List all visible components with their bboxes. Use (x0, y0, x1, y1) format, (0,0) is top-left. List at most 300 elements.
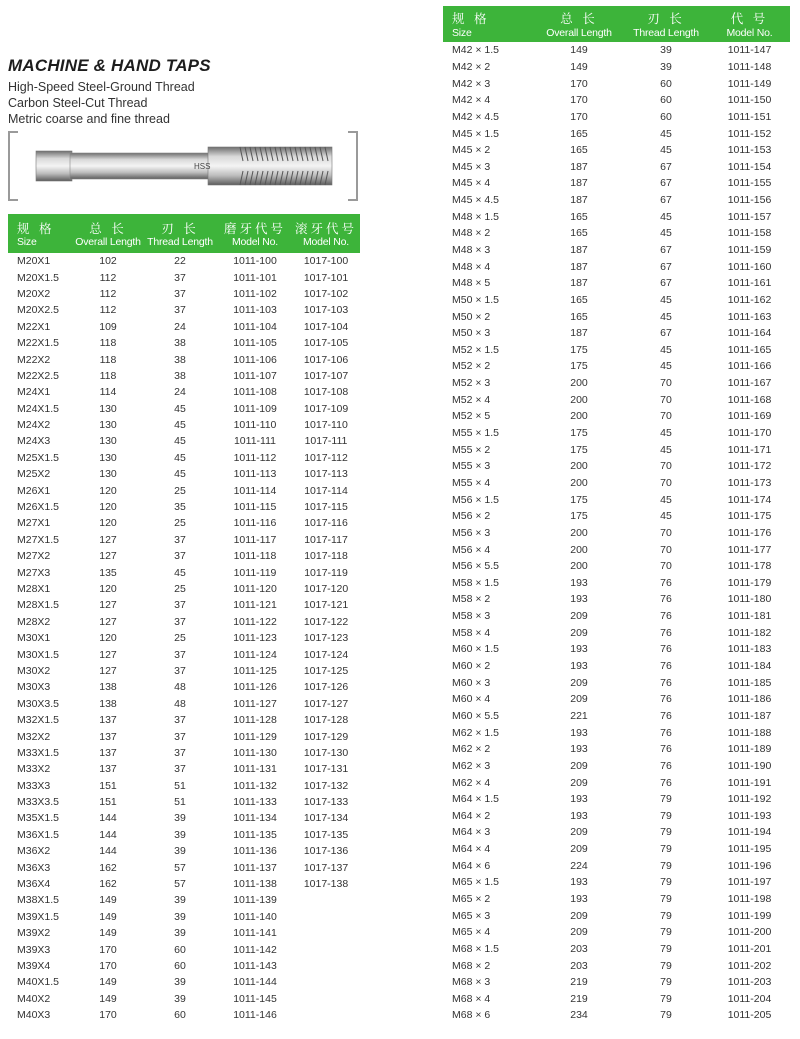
rolled-model-cell: 1017-106 (303, 353, 349, 366)
size-cell: M68 × 3 (452, 976, 491, 989)
thread-length-cell: 67 (660, 260, 672, 273)
ground-model-cell: 1011-114 (233, 484, 277, 497)
thread-length-cell: 45 (660, 227, 672, 240)
thread-length-cell: 25 (174, 484, 186, 497)
overall-length-cell: 130 (99, 468, 117, 481)
overall-length-cell: 170 (570, 94, 588, 107)
ground-model-cell: 1011-129 (233, 730, 277, 743)
rolled-model-cell (292, 941, 360, 957)
thread-length-cell: 37 (174, 615, 186, 628)
size-cell: M56 × 1.5 (452, 493, 499, 506)
size-cell: M42 × 4.5 (452, 110, 499, 123)
ground-model-cell: 1011-127 (233, 697, 277, 710)
size-cell: M45 × 2 (452, 144, 491, 157)
right-taps-table (443, 6, 790, 1024)
overall-length-cell: 127 (99, 599, 117, 612)
table-row (443, 75, 790, 92)
thread-length-cell: 48 (174, 681, 186, 694)
overall-length-cell: 162 (99, 878, 117, 891)
table-row (8, 466, 360, 482)
size-cell: M52 × 2 (452, 360, 491, 373)
overall-length-cell: 193 (570, 743, 588, 756)
thread-length-cell: 76 (660, 593, 672, 606)
ground-model-cell: 1011-139 (233, 894, 277, 907)
size-cell: M27X1 (17, 517, 51, 530)
overall-length-cell: 209 (570, 843, 588, 856)
model-cell: 1011-193 (727, 809, 772, 822)
thread-length-cell: 79 (660, 942, 672, 955)
thread-length-cell: 48 (174, 697, 186, 710)
overall-length-cell: 200 (570, 476, 588, 489)
rolled-model-cell: 1017-112 (304, 451, 348, 464)
ground-model-cell: 1011-116 (233, 517, 277, 530)
overall-length-cell: 175 (570, 443, 588, 456)
thread-length-cell: 37 (174, 550, 186, 563)
tap-marking: HSS (194, 162, 211, 171)
thread-length-cell: 35 (174, 501, 186, 514)
model-cell: 1011-166 (727, 360, 772, 373)
col-thread-length-header: 刃 长 Thread Length (142, 214, 218, 253)
overall-length-cell: 118 (99, 337, 117, 350)
table-row (8, 581, 360, 597)
table-row (443, 724, 790, 741)
left-table-header (8, 214, 360, 253)
table-row (443, 441, 790, 458)
table-row (8, 564, 360, 580)
table-row (8, 401, 360, 417)
model-cell: 1011-161 (727, 277, 772, 290)
rolled-model-cell: 1017-111 (304, 435, 348, 448)
table-row (443, 924, 790, 941)
right-table-header (443, 6, 790, 42)
ground-model-cell: 1011-123 (233, 632, 277, 645)
thread-length-cell: 45 (660, 427, 672, 440)
size-cell: M48 × 2 (452, 227, 491, 240)
thread-length-cell: 70 (660, 460, 672, 473)
overall-length-cell: 193 (570, 876, 588, 889)
overall-length-cell: 130 (99, 435, 117, 448)
ground-model-cell: 1011-141 (233, 927, 277, 940)
thread-length-cell: 39 (660, 60, 672, 73)
overall-length-cell: 165 (570, 127, 588, 140)
overall-length-cell: 175 (570, 360, 588, 373)
overall-length-cell: 137 (99, 746, 117, 759)
size-cell: M28X1 (17, 583, 51, 595)
thread-length-cell: 37 (174, 714, 186, 727)
model-cell: 1011-194 (727, 826, 772, 839)
tap-square-end (36, 151, 72, 181)
size-cell: M39X2 (17, 927, 51, 940)
size-cell: M65 × 3 (452, 909, 491, 922)
ground-model-cell: 1011-112 (233, 451, 277, 464)
overall-length-cell: 200 (570, 526, 588, 539)
model-cell: 1011-159 (727, 244, 772, 256)
size-cell: M42 × 3 (452, 77, 491, 90)
thread-length-cell: 39 (174, 828, 186, 841)
rolled-model-cell (292, 892, 360, 908)
thread-length-cell: 37 (174, 533, 186, 546)
size-cell: M64 × 3 (452, 826, 491, 839)
size-cell: M62 × 4 (452, 776, 491, 789)
thread-length-cell: 67 (660, 327, 672, 340)
size-cell: M60 × 2 (452, 660, 491, 673)
table-row (443, 491, 790, 508)
ground-model-cell: 1011-115 (233, 501, 277, 514)
size-cell: M27X1.5 (17, 533, 60, 546)
model-cell: 1011-157 (727, 210, 772, 223)
model-cell: 1011-173 (727, 476, 772, 489)
thread-length-cell: 67 (660, 244, 672, 256)
table-row (443, 1007, 790, 1024)
ground-model-cell: 1011-124 (233, 648, 277, 661)
table-row (8, 679, 360, 695)
model-cell: 1011-196 (727, 859, 772, 872)
table-row (8, 646, 360, 662)
table-row (443, 391, 790, 408)
rolled-model-cell: 1017-137 (303, 861, 349, 874)
size-cell: M56 × 3 (452, 526, 491, 539)
rolled-model-cell: 1017-118 (304, 550, 348, 563)
size-cell: M24X3 (17, 435, 51, 448)
tap-shank (70, 153, 210, 179)
table-row (443, 575, 790, 592)
rolled-model-cell: 1017-105 (303, 337, 349, 350)
size-cell: M52 × 5 (452, 410, 491, 423)
thread-length-cell: 39 (174, 894, 186, 907)
table-row (443, 275, 790, 292)
table-row (8, 941, 360, 957)
thread-length-cell: 79 (660, 909, 672, 922)
overall-length-cell: 112 (99, 271, 117, 284)
model-cell: 1011-181 (727, 610, 772, 623)
table-row (443, 791, 790, 808)
table-row (8, 925, 360, 941)
size-cell: M50 × 2 (452, 310, 491, 323)
thread-length-cell: 37 (174, 271, 186, 284)
size-cell: M36X3 (17, 861, 51, 874)
size-cell: M33X1.5 (17, 746, 60, 759)
thread-length-cell: 67 (660, 277, 672, 290)
model-cell: 1011-201 (727, 942, 772, 955)
model-cell: 1011-184 (727, 660, 772, 673)
overall-length-cell: 137 (99, 763, 117, 776)
table-row (443, 674, 790, 691)
size-cell: M40X1.5 (17, 976, 60, 989)
model-cell: 1011-183 (727, 643, 772, 656)
thread-length-cell: 45 (174, 435, 186, 448)
overall-length-cell: 149 (570, 60, 588, 73)
model-cell: 1011-176 (727, 526, 772, 539)
rolled-model-cell: 1017-113 (304, 468, 348, 481)
thread-length-cell: 60 (660, 110, 672, 123)
overall-length-cell: 175 (570, 510, 588, 523)
size-cell: M20X1 (17, 255, 51, 268)
size-cell: M65 × 1.5 (452, 876, 499, 889)
overall-length-cell: 203 (570, 959, 588, 972)
thread-length-cell: 76 (660, 709, 672, 722)
ground-model-cell: 1011-119 (233, 566, 277, 579)
overall-length-cell: 144 (99, 845, 117, 858)
ground-model-cell: 1011-118 (233, 550, 277, 563)
thread-length-cell: 79 (660, 793, 672, 806)
overall-length-cell: 112 (99, 287, 117, 300)
overall-length-cell: 130 (99, 402, 117, 415)
table-row (443, 741, 790, 758)
thread-length-cell: 79 (660, 843, 672, 856)
table-row (8, 892, 360, 908)
thread-length-cell: 39 (174, 910, 186, 923)
ground-model-cell: 1011-121 (233, 599, 277, 612)
model-cell: 1011-179 (727, 576, 772, 589)
size-cell: M22X1 (17, 320, 51, 333)
table-row (443, 525, 790, 542)
size-cell: M48 × 4 (452, 260, 491, 273)
thread-length-cell: 39 (174, 845, 186, 858)
overall-length-cell: 149 (99, 910, 117, 923)
thread-length-cell: 76 (660, 660, 672, 673)
rolled-model-cell: 1017-136 (303, 845, 349, 858)
size-cell: M20X1.5 (17, 271, 60, 284)
thread-length-cell: 38 (174, 369, 186, 382)
rolled-model-cell (292, 958, 360, 974)
size-cell: M48 × 1.5 (452, 210, 499, 223)
overall-length-cell: 165 (570, 227, 588, 240)
rolled-model-cell: 1017-123 (303, 632, 349, 645)
thread-length-cell: 70 (660, 543, 672, 556)
model-cell: 1011-167 (727, 377, 772, 390)
thread-length-cell: 70 (660, 476, 672, 489)
overall-length-cell: 209 (570, 826, 588, 839)
rolled-model-cell: 1017-138 (303, 878, 349, 891)
table-row (443, 258, 790, 275)
size-cell: M64 × 4 (452, 843, 491, 856)
size-cell: M52 × 3 (452, 377, 491, 390)
thread-length-cell: 37 (174, 304, 186, 317)
size-cell: M22X2 (17, 353, 51, 366)
size-cell: M26X1 (17, 484, 51, 497)
thread-length-cell: 39 (174, 992, 186, 1005)
model-cell: 1011-191 (727, 776, 772, 789)
model-cell: 1011-175 (727, 510, 772, 523)
overall-length-cell: 135 (99, 566, 117, 579)
table-row (443, 308, 790, 325)
model-cell: 1011-169 (727, 410, 772, 423)
table-row (443, 691, 790, 708)
thread-length-cell: 39 (174, 927, 186, 940)
size-cell: M30X2 (17, 664, 51, 677)
table-row (8, 286, 360, 302)
thread-length-cell: 70 (660, 526, 672, 539)
overall-length-cell: 118 (99, 369, 117, 382)
size-cell: M64 × 2 (452, 809, 491, 822)
overall-length-cell: 102 (99, 255, 117, 268)
model-cell: 1011-202 (727, 959, 772, 972)
size-cell: M25X1.5 (17, 451, 60, 464)
thread-length-cell: 60 (174, 1009, 186, 1022)
size-cell: M22X1.5 (17, 337, 60, 350)
size-cell: M30X1.5 (17, 648, 60, 661)
rolled-model-cell: 1017-134 (303, 812, 349, 825)
table-row (443, 941, 790, 958)
size-cell: M55 × 1.5 (452, 427, 499, 440)
thread-length-cell: 67 (660, 160, 672, 173)
thread-length-cell: 45 (660, 360, 672, 373)
thread-length-cell: 79 (660, 809, 672, 822)
table-row (8, 499, 360, 515)
model-cell: 1011-172 (727, 460, 772, 473)
size-cell: M32X1.5 (17, 714, 60, 727)
size-cell: M52 × 1.5 (452, 343, 499, 356)
overall-length-cell: 170 (99, 943, 117, 956)
model-cell: 1011-152 (727, 127, 772, 140)
overall-length-cell: 200 (570, 377, 588, 390)
thread-length-cell: 37 (174, 287, 186, 300)
overall-length-cell: 127 (99, 615, 117, 628)
thread-length-cell: 37 (174, 746, 186, 759)
model-cell: 1011-189 (727, 743, 772, 756)
table-row (443, 641, 790, 658)
rolled-model-cell (292, 1007, 360, 1023)
overall-length-cell: 137 (99, 730, 117, 743)
table-row (8, 597, 360, 613)
overall-length-cell: 193 (570, 726, 588, 739)
rolled-model-cell: 1017-135 (303, 828, 349, 841)
overall-length-cell: 138 (99, 681, 117, 694)
thread-length-cell: 70 (660, 377, 672, 390)
table-row (8, 368, 360, 384)
table-row (8, 532, 360, 548)
size-cell: M42 × 2 (452, 60, 491, 73)
table-row (443, 342, 790, 359)
size-cell: M60 × 3 (452, 676, 491, 689)
thread-length-cell: 57 (174, 878, 186, 891)
thread-length-cell: 60 (660, 77, 672, 90)
table-row (443, 824, 790, 841)
size-cell: M58 × 1.5 (452, 576, 499, 589)
rolled-model-cell: 1017-107 (303, 369, 349, 382)
size-cell: M64 × 1.5 (452, 793, 499, 806)
rolled-model-cell: 1017-122 (303, 615, 349, 628)
thread-length-cell: 39 (174, 812, 186, 825)
overall-length-cell: 200 (570, 460, 588, 473)
col-rolled-model-header: 滚牙代号 Model No. (292, 214, 360, 253)
model-cell: 1011-197 (727, 876, 772, 889)
thread-length-cell: 51 (174, 796, 186, 809)
size-cell: M68 × 2 (452, 959, 491, 972)
rolled-model-cell: 1017-130 (303, 746, 349, 759)
thread-length-cell: 79 (660, 976, 672, 989)
thread-length-cell: 51 (174, 779, 186, 792)
table-row (8, 433, 360, 449)
size-cell: M60 × 5.5 (452, 709, 499, 722)
table-row (8, 859, 360, 875)
overall-length-cell: 149 (99, 894, 117, 907)
model-cell: 1011-198 (727, 892, 772, 905)
thread-length-cell: 45 (660, 127, 672, 140)
thread-length-cell: 45 (660, 510, 672, 523)
model-cell: 1011-150 (727, 94, 772, 107)
model-cell: 1011-164 (727, 327, 772, 340)
size-cell: M32X2 (17, 730, 51, 743)
size-cell: M36X4 (17, 878, 51, 891)
overall-length-cell: 200 (570, 543, 588, 556)
table-row (8, 958, 360, 974)
table-row (443, 624, 790, 641)
size-cell: M56 × 4 (452, 543, 491, 556)
model-cell: 1011-168 (727, 393, 772, 406)
model-cell: 1011-163 (727, 310, 772, 323)
size-cell: M38X1.5 (17, 894, 60, 907)
table-row (443, 158, 790, 175)
table-row (8, 778, 360, 794)
overall-length-cell: 120 (99, 517, 117, 530)
size-cell: M50 × 1.5 (452, 293, 499, 306)
table-row (443, 558, 790, 575)
model-cell: 1011-155 (727, 177, 772, 190)
table-row (8, 417, 360, 433)
table-row (8, 515, 360, 531)
rolled-model-cell: 1017-109 (303, 402, 349, 415)
thread-length-cell: 37 (174, 730, 186, 743)
thread-length-cell: 45 (174, 451, 186, 464)
rolled-model-cell: 1017-129 (303, 730, 349, 743)
table-row (8, 745, 360, 761)
ground-model-cell: 1011-113 (233, 468, 277, 481)
size-cell: M40X3 (17, 1009, 51, 1022)
table-row (8, 761, 360, 777)
ground-model-cell: 1011-109 (233, 402, 277, 415)
overall-length-cell: 114 (99, 386, 117, 399)
overall-length-cell: 144 (99, 812, 117, 825)
table-row (443, 907, 790, 924)
ground-model-cell: 1011-144 (233, 976, 277, 989)
overall-length-cell: 209 (570, 610, 588, 623)
model-cell: 1011-205 (727, 1009, 772, 1022)
ground-model-cell: 1011-138 (233, 878, 277, 891)
subtitle-line-1: High-Speed Steel-Ground Thread (8, 80, 195, 94)
size-cell: M35X1.5 (17, 812, 60, 825)
overall-length-cell: 170 (570, 110, 588, 123)
ground-model-cell: 1011-122 (233, 615, 277, 628)
table-row (443, 358, 790, 375)
ground-model-cell: 1011-134 (233, 812, 277, 825)
rolled-model-cell: 1017-121 (303, 599, 349, 612)
overall-length-cell: 175 (570, 343, 588, 356)
table-row (443, 807, 790, 824)
table-row (443, 192, 790, 209)
size-cell: M28X1.5 (17, 599, 60, 612)
ground-model-cell: 1011-146 (233, 1009, 277, 1022)
table-row (443, 608, 790, 625)
thread-length-cell: 45 (660, 210, 672, 223)
size-cell: M30X1 (17, 632, 51, 645)
size-cell: M24X2 (17, 419, 51, 432)
ground-model-cell: 1011-132 (233, 779, 277, 792)
overall-length-cell: 151 (99, 779, 117, 792)
thread-length-cell: 70 (660, 393, 672, 406)
table-row (443, 841, 790, 858)
ground-model-cell: 1011-140 (233, 910, 277, 923)
table-row (443, 874, 790, 891)
size-cell: M65 × 2 (452, 892, 491, 905)
thread-length-cell: 76 (660, 610, 672, 623)
overall-length-cell: 165 (570, 144, 588, 157)
model-cell: 1011-192 (727, 793, 772, 806)
overall-length-cell: 175 (570, 493, 588, 506)
thread-length-cell: 25 (174, 632, 186, 645)
model-cell: 1011-186 (727, 693, 772, 706)
rolled-model-cell: 1017-117 (304, 533, 348, 546)
